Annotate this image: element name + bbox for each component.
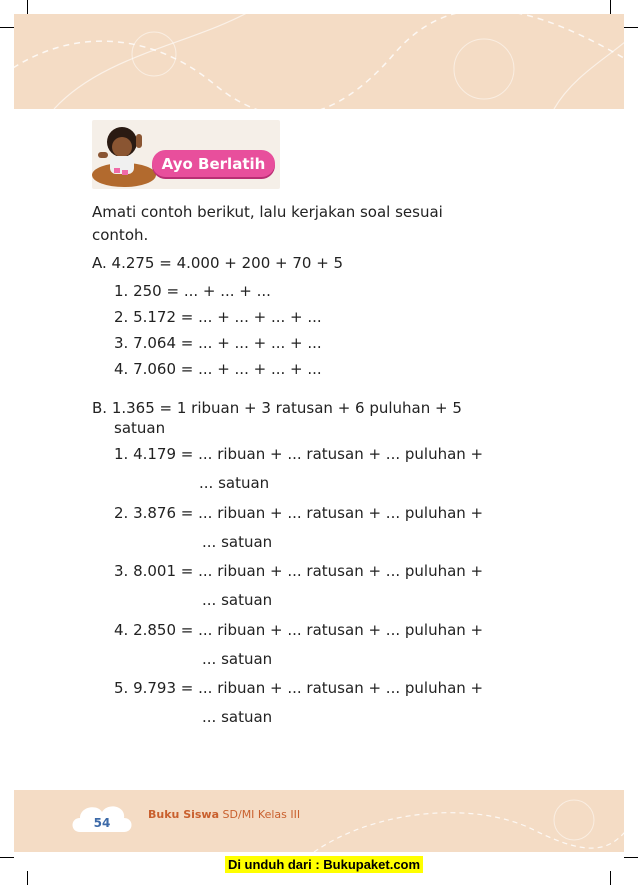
part-b-item-cont: ... satuan xyxy=(202,650,273,668)
part-b-item: 2. 3.876 = ... ribuan + ... ratusan + ... puluhan + xyxy=(114,504,484,522)
page-number: 54 xyxy=(93,816,111,830)
part-b-item: 5. 9.793 = ... ribuan + ... ratusan + ... puluhan + xyxy=(114,679,484,697)
part-b-item-cont: ... satuan xyxy=(202,591,273,609)
crop-mark xyxy=(27,871,28,885)
crop-mark xyxy=(624,27,638,28)
part-a-item: 1. 250 = ... + ... + ... xyxy=(114,282,271,300)
section-badge-pill xyxy=(152,150,275,177)
part-b-item: 3. 8.001 = ... ribuan + ... ratusan + ... puluhan + xyxy=(114,562,484,580)
header-decoration xyxy=(14,14,624,109)
crop-mark xyxy=(610,871,611,885)
book-title xyxy=(148,808,300,821)
part-a-item: 3. 7.064 = ... + ... + ... + ... xyxy=(114,334,322,352)
part-b-item-cont: ... satuan xyxy=(199,474,270,492)
section-badge xyxy=(92,120,280,189)
part-a-example: A. 4.275 = 4.000 + 200 + 70 + 5 xyxy=(92,254,344,272)
crop-mark xyxy=(27,0,28,14)
download-banner[interactable]: Di unduh dari : Bukupaket.com xyxy=(225,856,423,873)
section-badge-label: Ayo Berlatih xyxy=(161,155,266,173)
book-title-sub: SD/MI Kelas III xyxy=(222,808,301,821)
instruction-line: contoh. xyxy=(92,226,149,244)
crop-mark xyxy=(0,857,14,858)
header-swirl-pattern xyxy=(14,14,624,109)
page-number-cloud xyxy=(70,798,134,838)
part-b-example-cont: satuan xyxy=(114,419,166,437)
part-a-item: 4. 7.060 = ... + ... + ... + ... xyxy=(114,360,322,378)
part-b-item-cont: ... satuan xyxy=(202,533,273,551)
part-b-item: 1. 4.179 = ... ribuan + ... ratusan + ... puluhan + xyxy=(114,445,484,463)
crop-mark xyxy=(624,857,638,858)
part-b-item: 4. 2.850 = ... ribuan + ... ratusan + ... puluhan + xyxy=(114,621,484,639)
book-title-main: Buku Siswa xyxy=(148,808,220,821)
instruction-line: Amati contoh berikut, lalu kerjakan soal sesuai xyxy=(92,203,443,221)
crop-mark xyxy=(610,0,611,14)
part-b-example: B. 1.365 = 1 ribuan + 3 ratusan + 6 puluhan + 5 xyxy=(92,399,462,417)
crop-mark xyxy=(0,27,14,28)
part-b-item-cont: ... satuan xyxy=(202,708,273,726)
part-a-item: 2. 5.172 = ... + ... + ... + ... xyxy=(114,308,322,326)
